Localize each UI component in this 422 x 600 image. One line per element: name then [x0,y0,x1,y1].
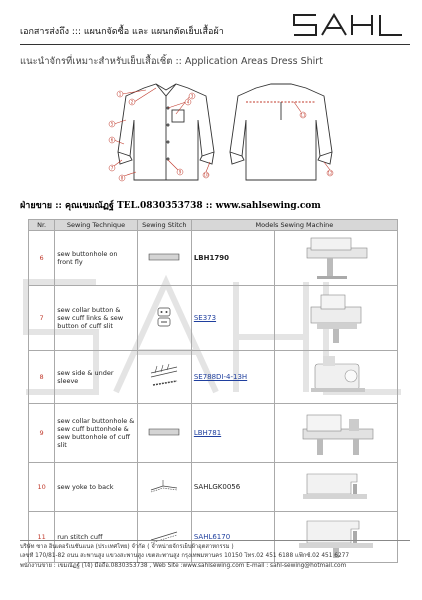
overlock-stitch-icon [137,351,191,404]
machine-photo [274,404,397,463]
model-link[interactable]: SE788DI-4-13H [193,373,248,381]
callout-10: 10 [203,172,209,178]
table-row [29,463,398,512]
row-nr: 11 [29,512,55,563]
machine-photo [274,231,397,286]
front-shirt [118,84,214,180]
buttonhole-stitch-icon [137,231,191,286]
table-row [29,231,398,286]
document-header [20,10,410,45]
table-header-row [29,220,398,231]
model-name: LBH1790 [193,254,229,262]
sahl-logo [288,10,408,40]
machine-photo [274,463,397,512]
table-row [29,351,398,404]
callout-4: 4 [186,99,190,105]
row-nr: 9 [29,404,55,463]
company-footer [20,540,410,571]
callout-7: 7 [110,165,114,171]
header-models: Models Sewing Machine [191,220,397,231]
callout-8: 8 [120,175,124,181]
row-technique: sew yoke to back [55,463,138,512]
row-model [191,286,274,351]
machine-photo [274,351,397,404]
callout-3: 3 [190,93,194,99]
row-technique: run stitch cuff [55,512,138,563]
row-technique: sew collar buttonhole & sew cuff buttonhole & sew buttonhole of cuff slit [55,404,138,463]
row-technique: sew buttonhole on front fly [55,231,138,286]
row-nr: 8 [29,351,55,404]
row-nr: 7 [29,286,55,351]
recipient-line: เอกสารส่งถึง ::: แผนกจัดซื้อ และ แผนกตัดเย็บเสื้อผ้า [20,27,224,37]
row-technique: sew collar button & sew cuff links & sew button of cuff slit [55,286,138,351]
model-link[interactable]: SAHL6170 [193,533,231,541]
model-name: SAHLGK0056 [193,483,241,491]
header-stitch: Sewing Stitch [137,220,191,231]
machine-table [28,219,398,563]
table-row [29,286,398,351]
model-link[interactable]: LBH781 [193,429,222,437]
buttonhole-stitch-icon [137,404,191,463]
sales-rep-line: พนักงานขาย : เขมณัฏฐ์ (โจ้) มือถือ.0830353738 , Web Site :www.sahlsewing.com E-mail : sahl-sewing@hotmail.com [20,562,347,569]
button-stitch-icon [137,286,191,351]
row-model [191,463,274,512]
callout-12: 12 [327,170,333,176]
header-nr: Nr. [29,220,55,231]
machine-photo [274,286,397,351]
page-subtitle: แนะนำจักรที่เหมาะสำหรับเย็บเสื้อเชิ้ต :: Application Areas Dress Shirt [20,56,323,67]
yoke-stitch-icon [137,463,191,512]
back-shirt [230,84,332,180]
row-nr: 10 [29,463,55,512]
callout-6: 6 [110,137,114,143]
row-model [191,231,274,286]
model-link[interactable]: SE373 [193,314,217,322]
company-address-line: เลขที่ 170/81-82 ถนน สะพานสูง แขวงสะพานสูง เขตสะพานสูง กรุงเทพมหานคร 10150 โทร.02 451 6188 แฟ็กซ์.02 451 6277 [20,553,350,560]
company-name-line: บริษัท ซาล อินเตอร์เนชั่นแนล (ประเทศไทย) จำกัด ( จำหน่ายจักรเย็บผ้าอุตสาหกรรม ) [20,544,234,550]
callout-9: 9 [178,169,182,175]
row-nr: 6 [29,231,55,286]
sales-contact-line: ฝ่ายขาย :: คุณเขมณัฏฐ์ TEL.0830353738 :: www.sahlsewing.com [20,201,321,211]
callout-1: 1 [118,91,122,97]
shirt-diagram [106,80,336,190]
row-technique: sew side & under sleeve [55,351,138,404]
callout-5: 5 [110,121,114,127]
row-model [191,404,274,463]
table-row [29,404,398,463]
header-technique: Sewing Technique [55,220,138,231]
callout-2: 2 [130,99,134,105]
callout-11: 11 [300,112,306,118]
row-model [191,351,274,404]
